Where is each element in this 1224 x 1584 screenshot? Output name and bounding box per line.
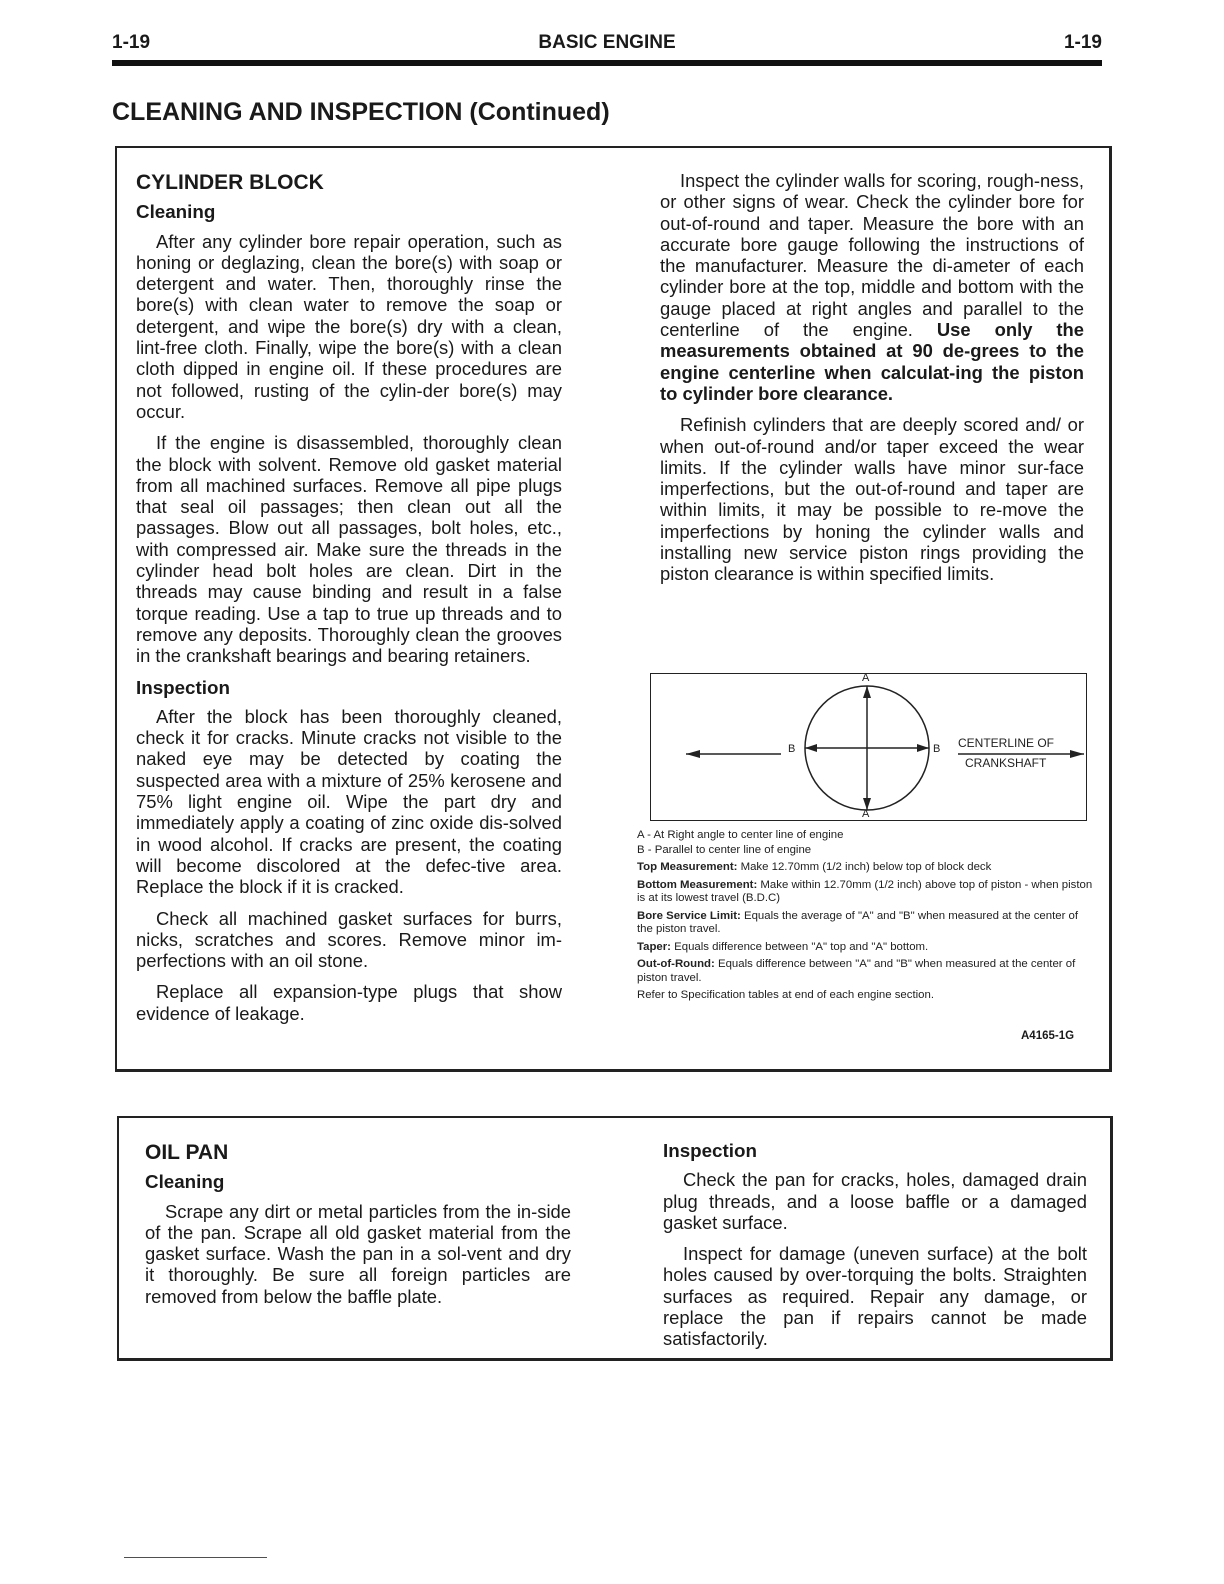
note-taper: Taper: Equals difference between "A" top and "A" bottom. (637, 940, 929, 953)
cylinder-block-title: CYLINDER BLOCK (136, 171, 324, 194)
cylinder-block-box (115, 146, 1112, 1072)
cleaning-paragraph: If the engine is disassembled, thoroughly clean the block with solvent. Remove old gasket material from all machined surfaces. Remove all pipe plugs that seal oil passages; then clean out all the passages. Blow out all passages, bolt holes, etc., with compressed air. Make sure the threads in the cylinder head bolt holes are clean. Dirt in the threads may cause binding and result in a false torque reading. Use a tap to true up threads and to remove any deposits. Thoroughly clean the grooves in the crankshaft bearings and bearing retainers. (136, 432, 562, 667)
bore-measurement-diagram (650, 673, 1087, 821)
centerline-label-1: CENTERLINE OF (958, 736, 1055, 750)
oil-pan-inspection-paragraph: Check the pan for cracks, holes, damaged drain plug threads, and a loose baffle or a damaged gasket surface. (663, 1169, 1087, 1233)
oil-pan-cleaning-paragraph: Scrape any dirt or metal particles from the in-side of the pan. Scrape all old gasket material from the gasket surface. Wash the pan in a sol-vent and dry it thoroughly. Be sure all foreign particles are removed from below the baffle plate. (145, 1200, 571, 1307)
note-refer: Refer to Specification tables at end of each engine section. (637, 989, 934, 1001)
label-a-bottom: A (862, 808, 870, 820)
inspection-paragraph: After the block has been thoroughly cleaned, check it for cracks. Minute cracks not visible to the naked eye may be detected by coating the suspected area with a mixture of 25% kerosene and 75% light engine oil. Wipe the part dry and immediately apply a coating of zinc oxide dis-solved in wood alcohol. If cracks are present, the coating will become discolored at the defec-tive area. Replace the block if it is cracked. (136, 705, 562, 898)
cleaning-paragraph: After any cylinder bore repair operation, such as honing or deglazing, clean the bore(s) with soap or detergent and water. Then, thoroughly rinse the bore(s) with clean water to remove the soap or detergent, and wipe the bore(s) dry with a clean, lint-free cloth. Finally, wipe the bore(s) with a clean cloth dipped in engine oil. If these procedures are not followed, rusting of the cylin-der bore(s) may occur. (136, 230, 562, 422)
centerline-left-arrow (686, 750, 700, 758)
note-b: B - Parallel to center line of engine (637, 843, 812, 856)
inspection-paragraph: Check all machined gasket surfaces for burrs, nicks, scratches and scores. Remove minor im-perfections with an oil stone. (136, 907, 562, 972)
header-title: BASIC ENGINE (538, 32, 676, 53)
figure-code: A4165-1G (1021, 1030, 1075, 1042)
label-b-left: B (788, 743, 796, 755)
cylinder-block-left-column (136, 172, 562, 1034)
axis-a-top-arrow (863, 686, 871, 698)
note-a: A - At Right angle to center line of engine (637, 829, 844, 841)
cylinder-block-right-column (660, 170, 1084, 595)
note-top-measurement: Top Measurement: Make 12.70mm (1/2 inch) below top of block deck (637, 861, 992, 873)
note-bore-service-limit: Bore Service Limit: Equals the average of "A" and "B" when measured at the center of the piston travel. (637, 909, 1079, 935)
oil-pan-inspection-paragraph: Inspect for damage (uneven surface) at the bolt holes caused by over-torquing the bolts. Straighten surfaces as required. Repair any damage, or replace the pan if repairs cannot be made satisfactorily. (663, 1243, 1087, 1350)
label-b-right: B (933, 743, 941, 755)
refinish-paragraph: Refinish cylinders that are deeply scored and/ or when out-of-round and/or taper exceed the wear limits. If the cylinder walls have minor sur-face imperfections, but the out-of-round and taper are within limits, it may be possible to re-move the imperfections by honing the cylinder walls and installing new service piston rings providing the piston clearance is within specified limits. (660, 414, 1084, 585)
centerline-label-2: CRANKSHAFT (965, 756, 1047, 770)
axis-b-left-arrow (805, 744, 817, 752)
cylinder-walls-text: Inspect the cylinder walls for scoring, rough-ness, or other signs of wear. Check the cylinder bore for out-of-round and taper. Measure the bore with an accurate bore gauge following the instructions of the manufacturer. Measure the di-ameter of each cylinder bore at the top, middle and bottom with the gauge placed at right angles and parallel to the centerline of the engine. (660, 170, 1084, 341)
diagram-notes (637, 829, 1097, 1007)
oil-pan-right-column (663, 1140, 1087, 1360)
axis-b-right-arrow (917, 744, 929, 752)
oil-pan-inspection-heading: Inspection (663, 1140, 757, 1161)
oil-pan-box (117, 1116, 1113, 1361)
header-rule (112, 60, 1102, 66)
page-header (112, 32, 1102, 56)
inspection-paragraph: Replace all expansion-type plugs that show evidence of leakage. (136, 981, 562, 1024)
note-bottom-measurement: Bottom Measurement: Make within 12.70mm (1/2 inch) above top of piston - when piston is at its lowest travel (B.D.C) (637, 878, 1093, 904)
oil-pan-title: OIL PAN (145, 1141, 229, 1164)
page-number-left: 1-19 (112, 32, 151, 53)
centerline-right-arrow (1070, 750, 1084, 758)
oil-pan-cleaning-heading: Cleaning (145, 1171, 225, 1193)
page-number-right: 1-19 (1063, 32, 1102, 53)
oil-pan-left-column (145, 1142, 571, 1317)
footer-link-underline (124, 1557, 267, 1558)
cylinder-walls-paragraph (660, 170, 1084, 404)
cleaning-heading: Cleaning (136, 201, 216, 223)
cylinder-walls-warning: Use only the measurements obtained at 90 de-grees to the engine centerline when calculat-ing the piston to cylinder bore clearance. (660, 319, 1084, 404)
section-title: CLEANING AND INSPECTION (Continued) (112, 98, 610, 126)
note-out-of-round: Out-of-Round: Equals difference between "A" and "B" when measured at the center of piston travel. (637, 958, 1076, 984)
label-a-top: A (862, 672, 870, 684)
inspection-heading: Inspection (136, 676, 230, 698)
